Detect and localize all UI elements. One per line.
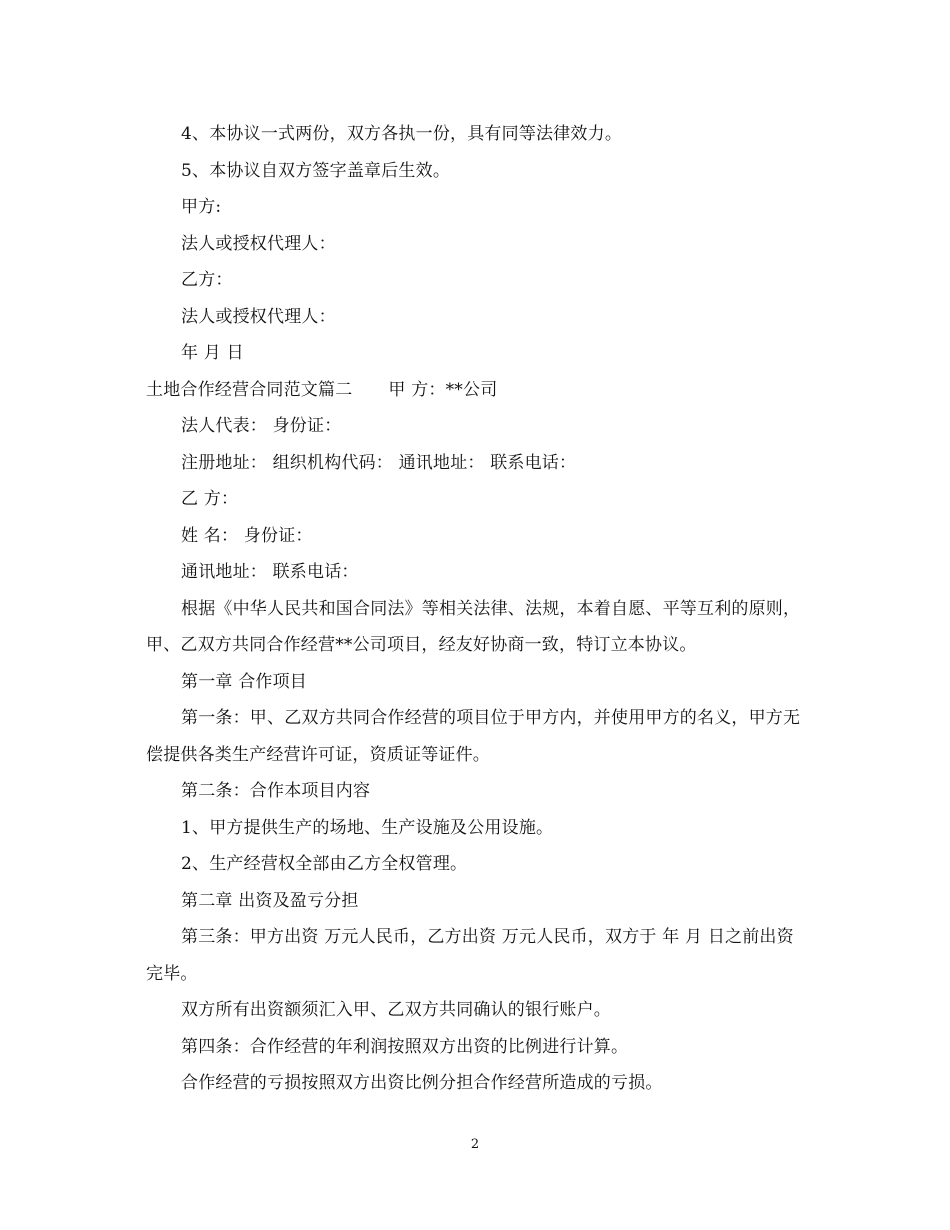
section-party-a: 甲 方：**公司: [388, 379, 498, 400]
article-2-item-2: 2、生产经营权全部由乙方全权管理。: [181, 854, 468, 874]
legal-representative-line: 法人代表： 身份证：: [181, 416, 342, 436]
contact-line: 通讯地址： 联系电话：: [181, 562, 359, 582]
article-4: 第四条：合作经营的年利润按照双方出资的比例进行计算。: [181, 1036, 629, 1057]
article-2-item-1: 1、甲方提供生产的场地、生产设施及公用设施。: [181, 817, 554, 838]
clause-4: 4、本协议一式两份，双方各执一份，具有同等法律效力。: [181, 124, 623, 144]
registered-address-line: 注册地址： 组织机构代码： 通讯地址： 联系电话：: [181, 452, 577, 473]
section-title: 土地合作经营合同范文篇二: [146, 379, 353, 400]
intro-paragraph: 根据《中华人民共和国合同法》等相关法律、法规，本着自愿、平等互利的原则，甲、乙双方共同合作经营**公司项目，经友好协商一致，特订立本协议。: [146, 598, 801, 655]
chapter-2-heading: 第二章 出资及盈亏分担: [181, 890, 359, 911]
party-b-label: 乙方：: [181, 270, 233, 290]
signature-date: 年 月 日: [181, 343, 244, 363]
clause-5: 5、本协议自双方签字盖章后生效。: [181, 160, 451, 181]
name-id-line: 姓 名： 身份证：: [181, 525, 313, 546]
page-number: 2: [470, 1137, 480, 1152]
article-3-note: 双方所有出资额须汇入甲、乙双方共同确认的银行账户。: [181, 1000, 611, 1020]
party-a-label: 甲方:: [181, 197, 222, 217]
article-1: 第一条：甲、乙双方共同合作经营的项目位于甲方内，并使用甲方的名义，甲方无偿提供各类生产经营许可证，资质证等证件。: [146, 708, 801, 765]
party-a-representative: 法人或授权代理人：: [181, 233, 336, 254]
article-3: 第三条：甲方出资 万元人民币，乙方出资 万元人民币，双方于 年 月 日之前出资完毕。: [146, 927, 794, 984]
party-b-representative: 法人或授权代理人：: [181, 306, 336, 327]
article-4-note: 合作经营的亏损按照双方出资比例分担合作经营所造成的亏损。: [181, 1073, 663, 1093]
party-b-header: 乙 方：: [181, 489, 239, 509]
section-heading-line: [146, 372, 806, 409]
chapter-1-heading: 第一章 合作项目: [181, 671, 308, 692]
article-2-heading: 第二条：合作本项目内容: [181, 781, 371, 801]
document-body: [146, 116, 806, 1102]
